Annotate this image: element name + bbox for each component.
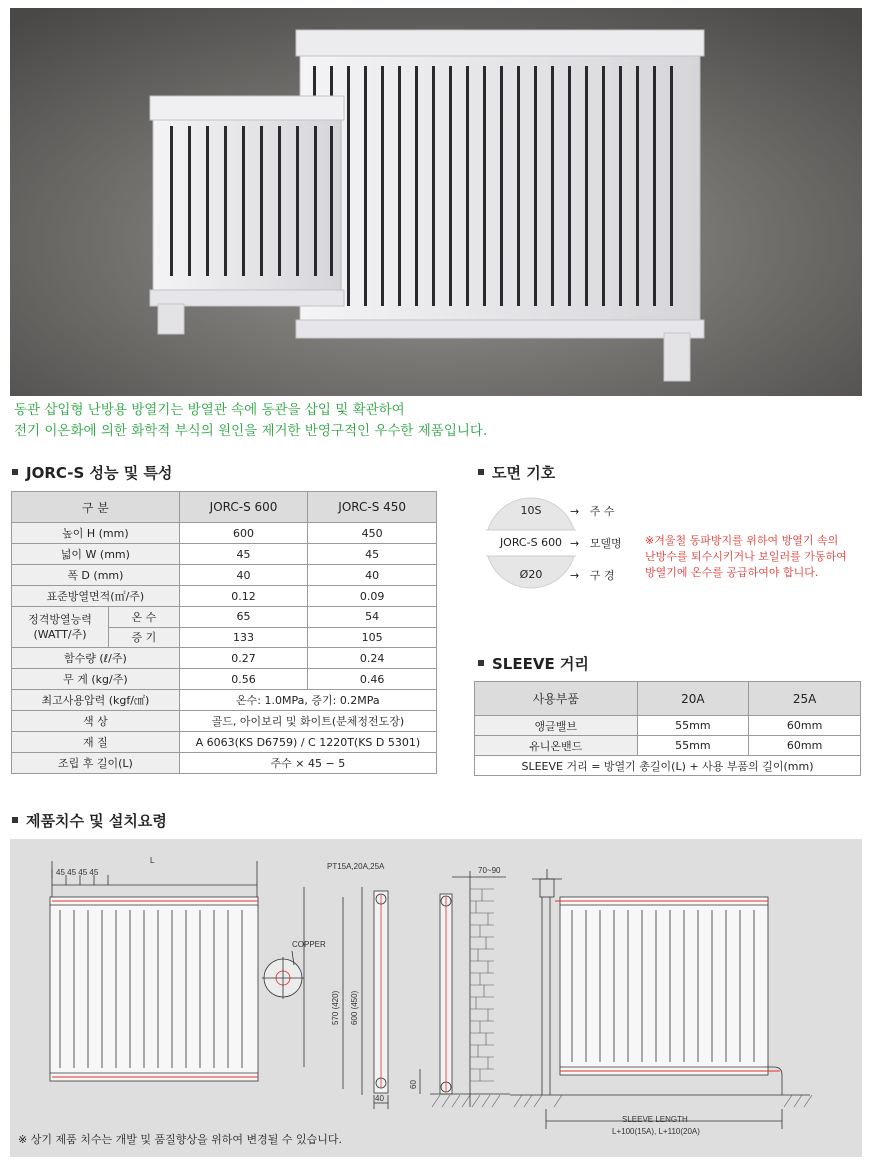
table-row: 조립 후 길이(L) 주수 × 45 − 5	[12, 753, 437, 774]
bullet-square-icon	[12, 469, 18, 475]
drawing-symbol	[474, 497, 654, 589]
winter-note: ※겨울철 동파방지를 위하여 방열기 속의 난방수를 퇴수시키거나 보일러를 가동하여 방열기에 온수를 공급하여야 합니다.	[645, 534, 847, 579]
table-row: 표준방열면적(㎡/주) 0.12 0.09	[12, 586, 437, 607]
spec-header-row	[12, 492, 437, 523]
table-row	[475, 756, 861, 776]
symbol-top-value: 10S	[520, 504, 542, 517]
label-leg: 60	[409, 1080, 418, 1089]
footnote: ※ 상기 제품 치수는 개발 및 품질향상을 위하여 변경될 수 있습니다.	[18, 1133, 342, 1146]
label-copper: COPPER	[292, 940, 326, 949]
label-pitch: 45 45 45 45	[56, 868, 99, 877]
symbol-middle-value: JORC-S 600	[499, 536, 563, 549]
symbol-bottom-value: Ø20	[519, 568, 543, 581]
table-row: 유니온밴드 55mm 60mm	[475, 736, 861, 756]
installation-drawing	[10, 839, 862, 1157]
symbol-middle-row: → 모델명	[570, 537, 622, 550]
brick-wall	[470, 889, 494, 1081]
symbol-bottom-row: → 구 경	[570, 569, 615, 582]
bullet-square-icon	[478, 469, 484, 475]
installation-view	[510, 869, 810, 1129]
intro-line-2: 전기 이온화에 의한 화학적 부식의 원인을 제거한 반영구적인 우수한 제품입니다.	[14, 423, 488, 439]
sleeve-section-title: SLEEVE 거리	[478, 653, 589, 674]
floor-hatch-2	[514, 1095, 812, 1107]
front-view	[50, 861, 258, 1081]
arrow-right-icon: →	[570, 537, 580, 550]
label-h570: 570 (420)	[331, 990, 340, 1025]
spec-table	[11, 491, 437, 774]
table-row: 무 게 (kg/주) 0.56 0.46	[12, 669, 437, 690]
label-wall: 70~90	[478, 866, 501, 875]
table-row: 함수량 (ℓ/주) 0.27 0.24	[12, 648, 437, 669]
table-row: 높이 H (mm) 600 450	[12, 523, 437, 544]
sleeve-table	[474, 681, 861, 776]
copper-section	[262, 887, 304, 1067]
spec-header-category: 구 분	[12, 492, 180, 523]
sleeve-header-row: 사용부품 20A 25A	[475, 682, 861, 716]
label-h600: 600 (450)	[350, 990, 359, 1025]
bullet-square-icon	[478, 660, 484, 666]
drawing-section-title: 제품치수 및 설치요령	[12, 810, 167, 831]
label-pt: PT15A,20A,25A	[327, 862, 385, 871]
symbol-top-row: → 주 수	[570, 505, 615, 518]
table-row: 정격방열능력 (WATT/주) 온 수 증 기 65 133 54 105	[12, 607, 437, 648]
label-sleeve-formula: L+100(15A), L+110(20A)	[612, 1127, 700, 1136]
product-photo	[10, 8, 862, 396]
capacity-label: 정격방열능력 (WATT/주)	[12, 607, 109, 647]
large-radiator-image	[296, 30, 704, 381]
spec-header-600: JORC-S 600	[179, 492, 308, 523]
arrow-right-icon: →	[570, 569, 580, 582]
floor-hatch-1	[432, 1095, 500, 1107]
arrow-right-icon: →	[570, 505, 580, 518]
label-w40: 40	[375, 1094, 384, 1103]
sleeve-formula: SLEEVE 거리 = 방열기 총길이(L) + 사용 부품의 길이(mm)	[475, 756, 861, 776]
table-row: 폭 D (mm) 40 40	[12, 565, 437, 586]
label-sleeve-length: SLEEVE LENGTH	[622, 1115, 688, 1124]
table-row: 최고사용압력 (kgf/㎠) 온수: 1.0MPa, 증기: 0.2MPa	[12, 690, 437, 711]
table-row: 앵글밸브 55mm 60mm	[475, 716, 861, 736]
spec-header-450: JORC-S 450	[308, 492, 437, 523]
bullet-square-icon	[12, 817, 18, 823]
table-row: 넓이 W (mm) 45 45	[12, 544, 437, 565]
intro-text	[14, 400, 854, 442]
table-row: 색 상 골드, 아이보리 및 화이트(분체정전도장)	[12, 711, 437, 732]
symbol-section-title: 도면 기호	[478, 462, 555, 483]
table-row: 재 질 A 6063(KS D6759) / C 1220T(KS D 5301)	[12, 732, 437, 753]
label-L: L	[150, 856, 155, 865]
small-radiator-image	[150, 96, 344, 334]
wall-view	[420, 871, 510, 1107]
intro-line-1: 동관 삽입형 난방용 방열기는 방열관 속에 동관을 삽입 및 확관하여	[14, 402, 405, 418]
spec-section-title: JORC-S 성능 및 특성	[12, 462, 172, 483]
